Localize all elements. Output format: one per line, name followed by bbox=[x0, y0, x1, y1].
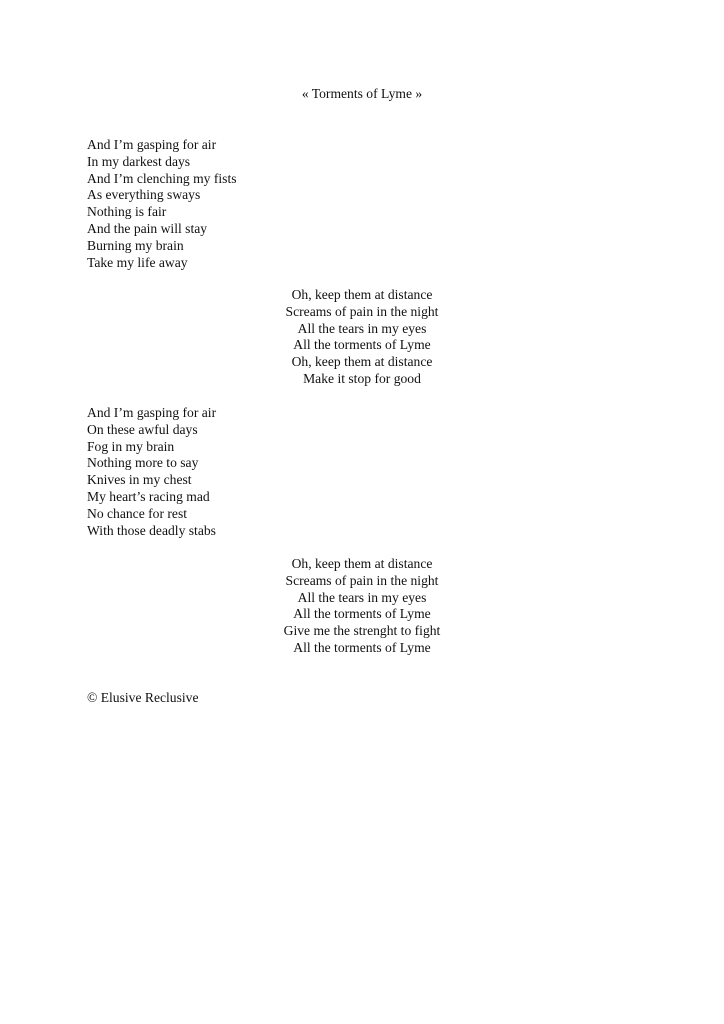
verse-2 bbox=[87, 405, 216, 539]
verse-line: In my darkest days bbox=[87, 153, 191, 169]
chorus-line: Make it stop for good bbox=[303, 370, 421, 386]
verse-line: Nothing is fair bbox=[87, 204, 167, 220]
chorus-line: All the tears in my eyes bbox=[297, 320, 427, 336]
chorus-2 bbox=[262, 556, 462, 657]
verse-line: Fog in my brain bbox=[87, 438, 175, 454]
chorus-line: Oh, keep them at distance bbox=[291, 354, 433, 370]
verse-line: On these awful days bbox=[87, 421, 198, 437]
verse-line: Knives in my chest bbox=[87, 472, 192, 488]
chorus-line: Screams of pain in the night bbox=[285, 572, 439, 588]
chorus-line: Give me the strenght to fight bbox=[283, 623, 441, 639]
verse-line: My heart’s racing mad bbox=[87, 488, 210, 504]
verse-line: With those deadly stabs bbox=[87, 522, 216, 538]
chorus-line: Oh, keep them at distance bbox=[291, 556, 433, 571]
verse-line: And I’m clenching my fists bbox=[87, 170, 237, 186]
copyright-notice: © Elusive Reclusive bbox=[87, 690, 199, 705]
chorus-line: All the torments of Lyme bbox=[293, 639, 431, 655]
verse-line: Nothing more to say bbox=[87, 455, 199, 471]
chorus-line: All the torments of Lyme bbox=[293, 337, 431, 353]
chorus-line: Oh, keep them at distance bbox=[291, 287, 433, 302]
chorus-line: Screams of pain in the night bbox=[285, 303, 439, 319]
poem-title: « Torments of Lyme » bbox=[301, 86, 423, 101]
chorus-line: All the torments of Lyme bbox=[293, 606, 431, 622]
verse-line: No chance for rest bbox=[87, 505, 188, 521]
verse-1 bbox=[87, 137, 237, 271]
chorus-1 bbox=[262, 287, 462, 388]
verse-line: Take my life away bbox=[87, 254, 188, 270]
verse-line: And the pain will stay bbox=[87, 220, 208, 236]
verse-line: And I’m gasping for air bbox=[87, 137, 217, 152]
verse-line: Burning my brain bbox=[87, 237, 184, 253]
verse-line: As everything sways bbox=[87, 187, 201, 203]
chorus-line: All the tears in my eyes bbox=[297, 589, 427, 605]
verse-line: And I’m gasping for air bbox=[87, 405, 217, 420]
